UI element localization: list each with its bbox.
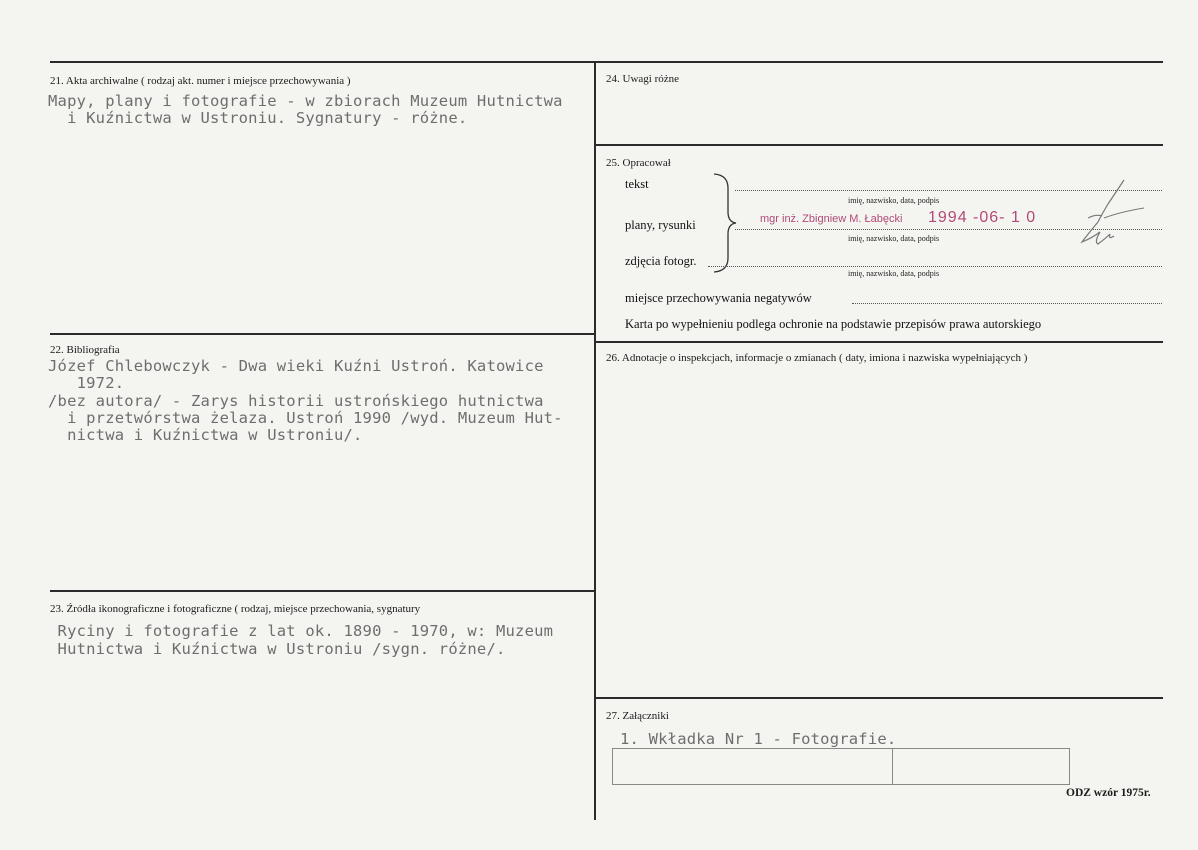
row-tekst-label: tekst xyxy=(625,177,649,191)
rule-22-23 xyxy=(50,590,595,592)
caption-plany: imię, nazwisko, data, podpis xyxy=(848,234,940,243)
section-24-heading: 24. Uwagi różne xyxy=(606,73,680,85)
rule-21-22 xyxy=(50,333,595,335)
rule-24-25 xyxy=(596,144,1163,146)
section-21-line-2: i Kuźnictwa w Ustroniu. Sygnatury - różne. xyxy=(48,109,468,127)
caption-zdjecia: imię, nazwisko, data, podpis xyxy=(848,269,940,278)
signature-icon xyxy=(1058,178,1148,250)
section-21-heading: 21. Akta archiwalne ( rodzaj akt. numer i miejsce przechowywania ) xyxy=(50,75,351,87)
center-divider xyxy=(594,62,596,820)
date-stamp: 1994 -06- 1 0 xyxy=(928,209,1037,226)
zdjecia-line xyxy=(708,266,1162,267)
negatives-label: miejsce przechowywania negatywów xyxy=(625,291,812,305)
rule-26-27 xyxy=(596,697,1163,699)
section-22-line-5: nictwa i Kuźnictwa w Ustroniu/. xyxy=(48,426,363,444)
attachment-box-left xyxy=(612,748,893,785)
section-27-line-1: 1. Wkładka Nr 1 - Fotografie. xyxy=(620,730,897,748)
section-22-line-1: Józef Chlebowczyk - Dwa wieki Kuźni Ustroń. Katowice xyxy=(48,357,544,375)
author-stamp: mgr inż. Zbigniew M. Łabęcki xyxy=(760,213,903,225)
form-identifier: ODZ wzór 1975r. xyxy=(1066,787,1151,799)
section-25-heading: 25. Opracował xyxy=(606,157,671,169)
copyright-note: Karta po wypełnieniu podlega ochronie na podstawie przepisów prawa autorskiego xyxy=(625,317,1042,331)
section-21-line-1: Mapy, plany i fotografie - w zbiorach Muzeum Hutnictwa xyxy=(48,92,563,110)
row-plany-label: plany, rysunki xyxy=(625,218,696,232)
top-rule xyxy=(50,61,1163,63)
section-22-line-3: /bez autora/ - Zarys historii ustrońskiego hutnictwa xyxy=(48,392,544,410)
brace-icon xyxy=(710,172,740,274)
caption-tekst: imię, nazwisko, data, podpis xyxy=(848,196,940,205)
section-27-heading: 27. Załączniki xyxy=(606,710,669,722)
section-22-line-4: i przetwórstwa żelaza. Ustroń 1990 /wyd. Muzeum Hut- xyxy=(48,409,563,427)
negatives-line xyxy=(852,303,1162,304)
section-22-heading: 22. Bibliografia xyxy=(50,344,120,356)
section-26-heading: 26. Adnotacje o inspekcjach, informacje o zmianach ( daty, imiona i nazwiska wypełniających ) xyxy=(606,352,1028,364)
rule-25-26 xyxy=(596,341,1163,343)
attachment-box-right xyxy=(892,748,1070,785)
row-zdjecia-label: zdjęcia fotogr. xyxy=(625,254,697,268)
section-23-line-2: Hutnictwa i Kuźnictwa w Ustroniu /sygn. różne/. xyxy=(48,640,506,658)
section-22-line-2: 1972. xyxy=(48,374,125,392)
section-23-heading: 23. Źródła ikonograficzne i fotograficzne ( rodzaj, miejsce przechowania, sygnatury xyxy=(50,603,421,615)
section-23-line-1: Ryciny i fotografie z lat ok. 1890 - 1970, w: Muzeum xyxy=(48,622,554,640)
